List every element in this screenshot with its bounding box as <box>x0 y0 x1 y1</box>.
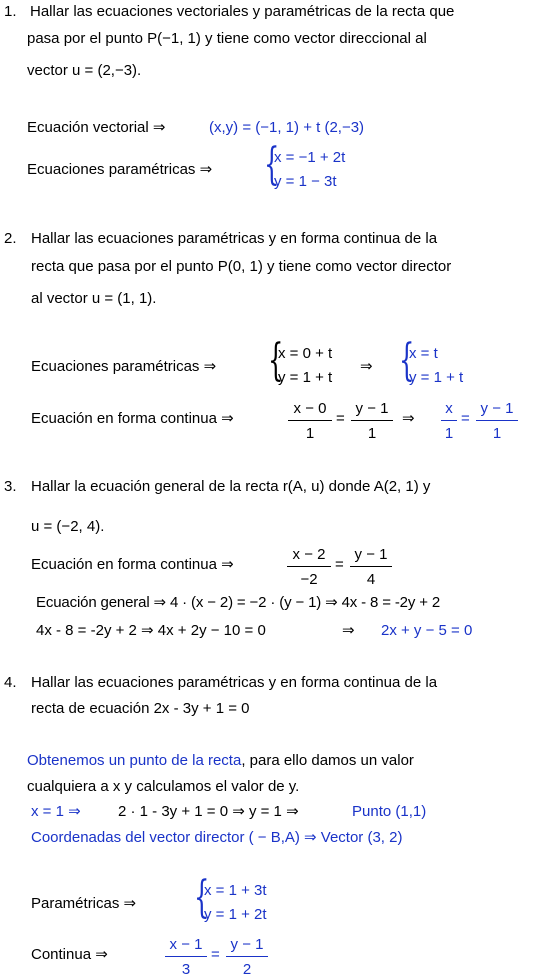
fraction-bar <box>441 420 457 421</box>
equals-sign: = <box>211 946 220 963</box>
fraction-denominator: 3 <box>181 961 191 978</box>
fraction-denominator: 1 <box>492 425 502 442</box>
fraction-x-result <box>441 400 457 442</box>
system-row-y: y = 1 + t <box>409 369 464 386</box>
system-row-y: y = 1 + t <box>278 369 333 386</box>
problem-1-line-2: pasa por el punto P(−1, 1) y tiene como vector direccional al <box>27 30 427 47</box>
fraction-bar <box>287 566 331 567</box>
system-row-x: x = −1 + 2t <box>274 149 346 166</box>
fraction-bar <box>288 420 332 421</box>
implies-arrow: ⇒ <box>360 358 373 375</box>
problem-2-line-2: recta que pasa por el punto P(0, 1) y tiene como vector director <box>31 258 452 275</box>
fraction-denominator: 2 <box>242 961 252 978</box>
point-instruction <box>27 752 414 770</box>
parametric-label-4: Paramétricas ⇒ <box>31 895 137 912</box>
parametric-equations-label-2: Ecuaciones paramétricas ⇒ <box>31 358 217 375</box>
brace-symbol: { <box>399 335 415 386</box>
fraction-numerator: x − 1 <box>169 936 203 953</box>
fraction-numerator: y − 1 <box>230 936 264 953</box>
fraction-y <box>226 936 268 978</box>
problem-1-line-1: Hallar las ecuaciones vectoriales y paramétricas de la recta que <box>30 3 455 20</box>
fraction-denominator: −2 <box>300 571 318 588</box>
brace-symbol: { <box>264 139 280 190</box>
problem-2-number: 2. <box>4 230 17 247</box>
fraction-numerator: y − 1 <box>480 400 514 417</box>
problem-4-line-2: recta de ecuación 2x - 3y + 1 = 0 <box>31 700 250 717</box>
equals-sign: = <box>335 556 344 573</box>
fraction-x <box>287 546 331 588</box>
general-equation-result: 4x - 8 = -2y + 2 ⇒ 4x + 2y − 10 = 0 <box>36 622 266 639</box>
problem-1-number: 1. <box>4 3 17 20</box>
vector-equation: (x,y) = (−1, 1) + t (2,−3) <box>209 119 365 136</box>
fraction-numerator: x − 2 <box>292 546 326 563</box>
fraction-numerator: y − 1 <box>355 400 389 417</box>
director-vector-line: Coordenadas del vector director ( − B,A) ⇒ Vector (3, 2) <box>31 829 403 846</box>
system-row-x: x = t <box>409 345 438 362</box>
problem-3-number: 3. <box>4 478 17 495</box>
fraction-bar <box>226 956 268 957</box>
brace-symbol: { <box>194 872 210 923</box>
system-row-y: y = 1 − 3t <box>274 173 337 190</box>
equals-sign: = <box>336 410 345 427</box>
fraction-bar <box>165 956 207 957</box>
fraction-denominator: 1 <box>444 425 454 442</box>
problem-4-line-1: Hallar las ecuaciones paramétricas y en forma continua de la <box>31 674 438 691</box>
fraction-bar <box>350 566 392 567</box>
fraction-denominator: 4 <box>366 571 376 588</box>
fraction-denominator: 1 <box>367 425 377 442</box>
fraction-numerator: x <box>445 400 453 417</box>
continuous-equation-label-3: Ecuación en forma continua ⇒ <box>31 556 234 573</box>
fraction-numerator: y − 1 <box>354 546 388 563</box>
problem-4-number: 4. <box>4 674 17 691</box>
system-row-x: x = 1 + 3t <box>204 882 267 899</box>
continuous-equation-label-2: Ecuación en forma continua ⇒ <box>31 410 234 427</box>
equals-sign: = <box>461 410 470 427</box>
problem-2-line-3: al vector u = (1, 1). <box>31 290 157 307</box>
fraction-y-result <box>476 400 518 442</box>
problem-2-line-1: Hallar las ecuaciones paramétricas y en forma continua de la <box>31 230 438 247</box>
implies-arrow: ⇒ <box>402 410 415 427</box>
point-instruction-rest: , para ello damos un valor <box>241 752 414 769</box>
general-equation-final: 2x + y − 5 = 0 <box>381 622 473 639</box>
problem-3-line-2: u = (−2, 4). <box>31 518 105 535</box>
parametric-equations-label: Ecuaciones paramétricas ⇒ <box>27 161 213 178</box>
fraction-bar <box>351 420 393 421</box>
problem-1-line-3: vector u = (2,−3). <box>27 62 142 79</box>
calc-x-value: x = 1 ⇒ <box>31 803 81 820</box>
fraction-x <box>165 936 207 978</box>
calc-y-value: 2 · 1 - 3y + 1 = 0 ⇒ y = 1 ⇒ <box>118 803 299 820</box>
fraction-y <box>350 546 392 588</box>
system-row-y: y = 1 + 2t <box>204 906 267 923</box>
fraction-y <box>351 400 393 442</box>
continuous-label-4: Continua ⇒ <box>31 946 108 963</box>
fraction-x <box>288 400 332 442</box>
implies-arrow: ⇒ <box>342 622 355 639</box>
vector-equation-label: Ecuación vectorial ⇒ <box>27 119 166 136</box>
problem-3-line-1: Hallar la ecuación general de la recta r(A, u) donde A(2, 1) y <box>31 478 431 495</box>
fraction-bar <box>476 420 518 421</box>
problem-4-line-3: cualquiera a x y calculamos el valor de y. <box>27 778 300 795</box>
point-instruction-title: Obtenemos un punto de la recta <box>27 752 242 769</box>
calc-point: Punto (1,1) <box>352 803 427 820</box>
system-row-x: x = 0 + t <box>278 345 333 362</box>
general-equation-line: Ecuación general ⇒ 4 · (x − 2) = −2 · (y − 1) ⇒ 4x - 8 = -2y + 2 <box>36 594 441 611</box>
fraction-denominator: 1 <box>305 425 315 442</box>
brace-symbol: { <box>268 335 284 386</box>
fraction-numerator: x − 0 <box>293 400 327 417</box>
